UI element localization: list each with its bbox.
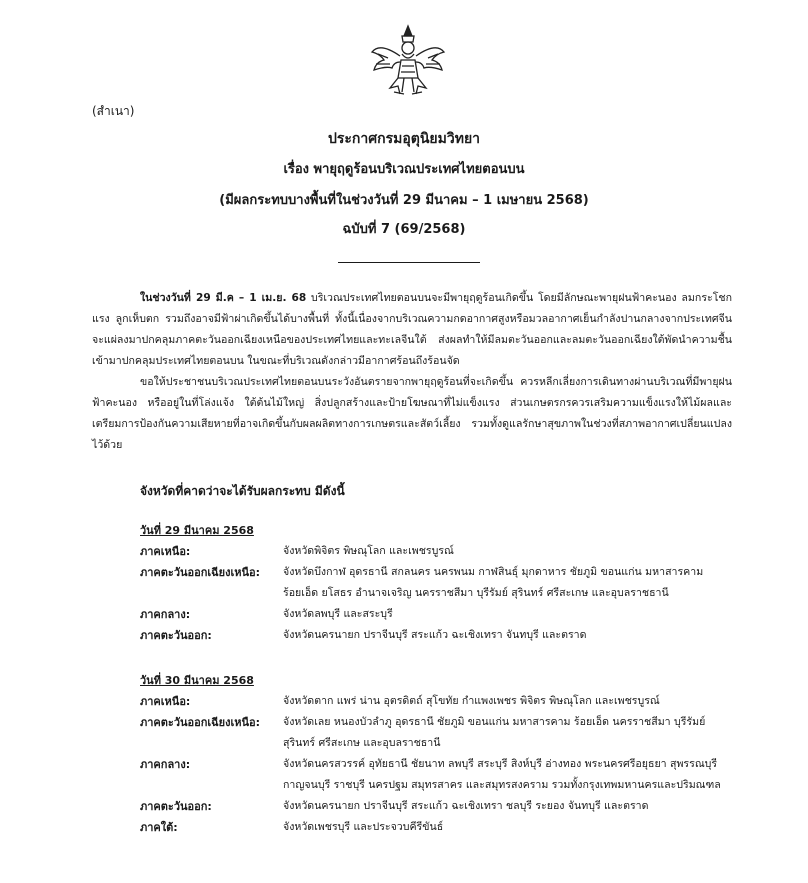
region-row: [140, 562, 740, 604]
region-provinces: จังหวัดตาก แพร่ น่าน อุตรดิตถ์ สุโขทัย กำแพงเพชร พิจิตร พิษณุโลก และเพชรบูรณ์: [283, 695, 660, 707]
region-row: [140, 796, 740, 817]
day-date: วันที่ 30 มีนาคม 2568: [140, 674, 254, 687]
region-name: ภาคกลาง:: [140, 608, 191, 621]
issue-number: ฉบับที่ 7 (69/2568): [342, 222, 466, 237]
paragraph-advice: ขอให้ประชาชนบริเวณประเทศไทยตอนบนระวังอันตรายจากพายุฤดูร้อนที่จะเกิดขึ้น ควรหลีกเลี่ยงการเดินทางผ่านบริเวณที่มีพายุฝนฟ้าคะนอง หรืออยู่ในที่โล่งแจ้ง ใต้ต้นไม้ใหญ่ สิ่งปลูกสร้างและป้ายโฆษณาที่ไม่แข็งแรง ส่วนเกษตรกรควรเสริมความแข็งแรงให้ไม้ผลและเตรียมการป้องกันความเสียหายที่อาจเกิดขึ้นกับผลผลิตทางการเกษตรและสัตว์เลี้ยง รวมทั้งดูแลรักษาสุขภาพในช่วงที่สภาพอากาศเปลี่ยนแปลงไว้ด้วย: [92, 376, 732, 451]
region-provinces: จังหวัดเลย หนองบัวลำภู อุดรธานี ชัยภูมิ ขอนแก่น มหาสารคาม ร้อยเอ็ด นครราชสีมา บุรีรัมย์ สุรินทร์ ศรีสะเกษ และอุบลราชธานี: [283, 716, 706, 749]
paragraph-body: บริเวณประเทศไทยตอนบนจะมีพายุฤดูร้อนเกิดขึ้น โดยมีลักษณะพายุฝนฟ้าคะนอง ลมกระโชกแรง ลูกเห็บตก รวมถึงอาจมีฟ้าผ่าเกิดขึ้นได้บางพื้นที่ ทั้งนี้เนื่องจากบริเวณความกดอากาศสูงหรือมวลอากาศเย็นกำลังปานกลางจากประเทศจีนจะแผ่ลงมาปกคลุมภาคตะวันออกเฉียงเหนือของประเทศไทยและทะเลจีนใต้ ส่งผลทำให้มีลมตะวันออกและลมตะวันออกเฉียงใต้พัดนำความชื้นเข้ามาปกคลุมประเทศไทยตอนบน ในขณะที่บริเวณดังกล่าวมีอากาศร้อนถึงร้อนจัด: [92, 292, 732, 367]
document-title: ประกาศกรมอุตุนิยมวิทยา: [327, 131, 481, 147]
region-name: ภาคเหนือ:: [140, 545, 191, 558]
region-row: [140, 625, 740, 646]
region-row: [140, 541, 740, 562]
day-section: [140, 670, 740, 838]
document-subject: เรื่อง พายุฤดูร้อนบริเวณประเทศไทยตอนบน: [283, 162, 525, 177]
day-date: วันที่ 29 มีนาคม 2568: [140, 524, 254, 537]
region-row: [140, 691, 740, 712]
effect-period: (มีผลกระทบบางพื้นที่ในช่วงวันที่ 29 มีนาคม – 1 เมษายน 2568): [219, 193, 589, 208]
garuda-emblem-icon: [368, 22, 448, 98]
region-row: [140, 604, 740, 625]
paragraph-situation: [92, 288, 732, 372]
paragraph-lead: ในช่วงวันที่ 29 มี.ค – 1 เม.ย. 68: [140, 292, 307, 304]
region-provinces: จังหวัดนครนายก ปราจีนบุรี สระแก้ว ฉะเชิงเทรา จันทบุรี และตราด: [283, 629, 587, 641]
region-name: ภาคตะวันออกเฉียงเหนือ:: [140, 566, 261, 579]
divider: [338, 262, 480, 263]
region-provinces: จังหวัดนครสวรรค์ อุทัยธานี ชัยนาท ลพบุรี สระบุรี สิงห์บุรี อ่างทอง พระนครศรีอยุธยา สุพรรณบุรี กาญจนบุรี ราชบุรี นครปฐม สมุทรสาคร และสมุทรสงคราม รวมทั้งกรุงเทพมหานครและปริมณฑล: [283, 758, 721, 791]
region-row: [140, 754, 740, 796]
region-provinces: จังหวัดพิจิตร พิษณุโลก และเพชรบูรณ์: [283, 545, 454, 557]
region-name: ภาคใต้:: [140, 821, 178, 834]
region-name: ภาคตะวันออกเฉียงเหนือ:: [140, 716, 261, 729]
region-provinces: จังหวัดลพบุรี และสระบุรี: [283, 608, 393, 620]
region-name: ภาคตะวันออก:: [140, 629, 212, 642]
region-provinces: จังหวัดบึงกาฬ อุดรธานี สกลนคร นครพนม กาฬสินธุ์ มุกดาหาร ชัยภูมิ ขอนแก่น มหาสารคาม ร้อยเอ็ด ยโสธร อำนาจเจริญ นครราชสีมา บุรีรัมย์ สุรินทร์ ศรีสะเกษ และอุบลราชธานี: [283, 566, 704, 599]
region-name: ภาคเหนือ:: [140, 695, 191, 708]
provinces-title: จังหวัดที่คาดว่าจะได้รับผลกระทบ มีดังนี้: [140, 484, 345, 498]
region-provinces: จังหวัดเพชรบุรี และประจวบคีรีขันธ์: [283, 821, 444, 833]
region-row: [140, 712, 740, 754]
region-row: [140, 817, 740, 838]
day-section: [140, 520, 740, 646]
copy-mark: (สำเนา): [92, 104, 135, 118]
region-name: ภาคกลาง:: [140, 758, 191, 771]
region-name: ภาคตะวันออก:: [140, 800, 212, 813]
region-provinces: จังหวัดนครนายก ปราจีนบุรี สระแก้ว ฉะเชิงเทรา ชลบุรี ระยอง จันทบุรี และตราด: [283, 800, 649, 812]
